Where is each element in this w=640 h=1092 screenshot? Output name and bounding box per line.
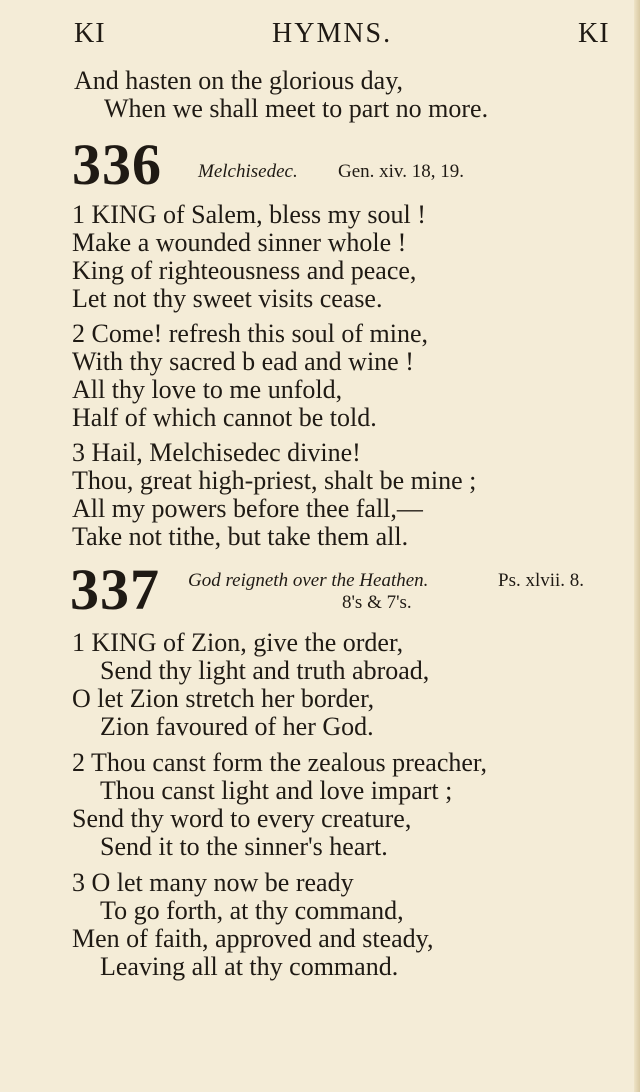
hymn-line: Zion favoured of her God. <box>100 712 374 741</box>
hymn-line: 2 Come! refresh this soul of mine, <box>72 319 428 348</box>
hymn-line: Leaving all at thy command. <box>100 952 399 981</box>
hymn-number: 337 <box>70 557 160 622</box>
hymn-line: Half of which cannot be told. <box>72 403 377 432</box>
hymn-line: King of righteousness and peace, <box>72 256 417 285</box>
hymn-line: All my powers before thee fall,— <box>72 494 423 523</box>
hymn-line: 1 KING of Zion, give the order, <box>72 628 404 657</box>
hymn-title: God reigneth over the Heathen. <box>188 570 429 591</box>
hymn-meter: 8's & 7's. <box>342 592 412 613</box>
hymn-line: 3 O let many now be ready <box>72 868 354 897</box>
hymn-line: Let not thy sweet visits cease. <box>72 284 383 313</box>
hymn-line: Men of faith, approved and steady, <box>72 924 434 953</box>
hymn-line: All thy love to me unfold, <box>72 375 343 404</box>
hymn-title: Melchisedec. <box>198 161 298 182</box>
hymn-line: 1 KING of Salem, bless my soul ! <box>72 200 426 229</box>
hymn-line: 3 Hail, Melchisedec divine! <box>72 438 361 467</box>
page-edge-shadow <box>634 0 640 1092</box>
hymn-line: Send thy word to every creature, <box>72 804 412 833</box>
hymn-line: Send thy light and truth abroad, <box>100 656 430 685</box>
hymn-line: To go forth, at thy command, <box>100 896 404 925</box>
hymn-reference: Ps. xlvii. 8. <box>498 570 585 591</box>
header-left-key: KI <box>74 18 106 49</box>
hymn-line: Take not tithe, but take them all. <box>72 522 409 551</box>
hymn-reference: Gen. xiv. 18, 19. <box>338 161 464 182</box>
hymn-line: Thou, great high-priest, shalt be mine ; <box>72 466 477 495</box>
hymn-line: O let Zion stretch her border, <box>72 684 375 713</box>
running-header <box>0 18 640 58</box>
intro-line: And hasten on the glorious day, <box>74 66 404 95</box>
hymn-line: Make a wounded sinner whole ! <box>72 228 407 257</box>
header-title: HYMNS. <box>272 18 393 49</box>
hymn-line: Thou canst light and love impart ; <box>100 776 453 805</box>
hymn-line: 2 Thou canst form the zealous preacher, <box>72 748 488 777</box>
hymn-line: Send it to the sinner's heart. <box>100 832 388 861</box>
hymn-number: 336 <box>72 132 162 197</box>
hymn-line: With thy sacred b ead and wine ! <box>72 347 414 376</box>
intro-line: When we shall meet to part no more. <box>104 94 489 123</box>
header-right-key: KI <box>578 18 610 49</box>
